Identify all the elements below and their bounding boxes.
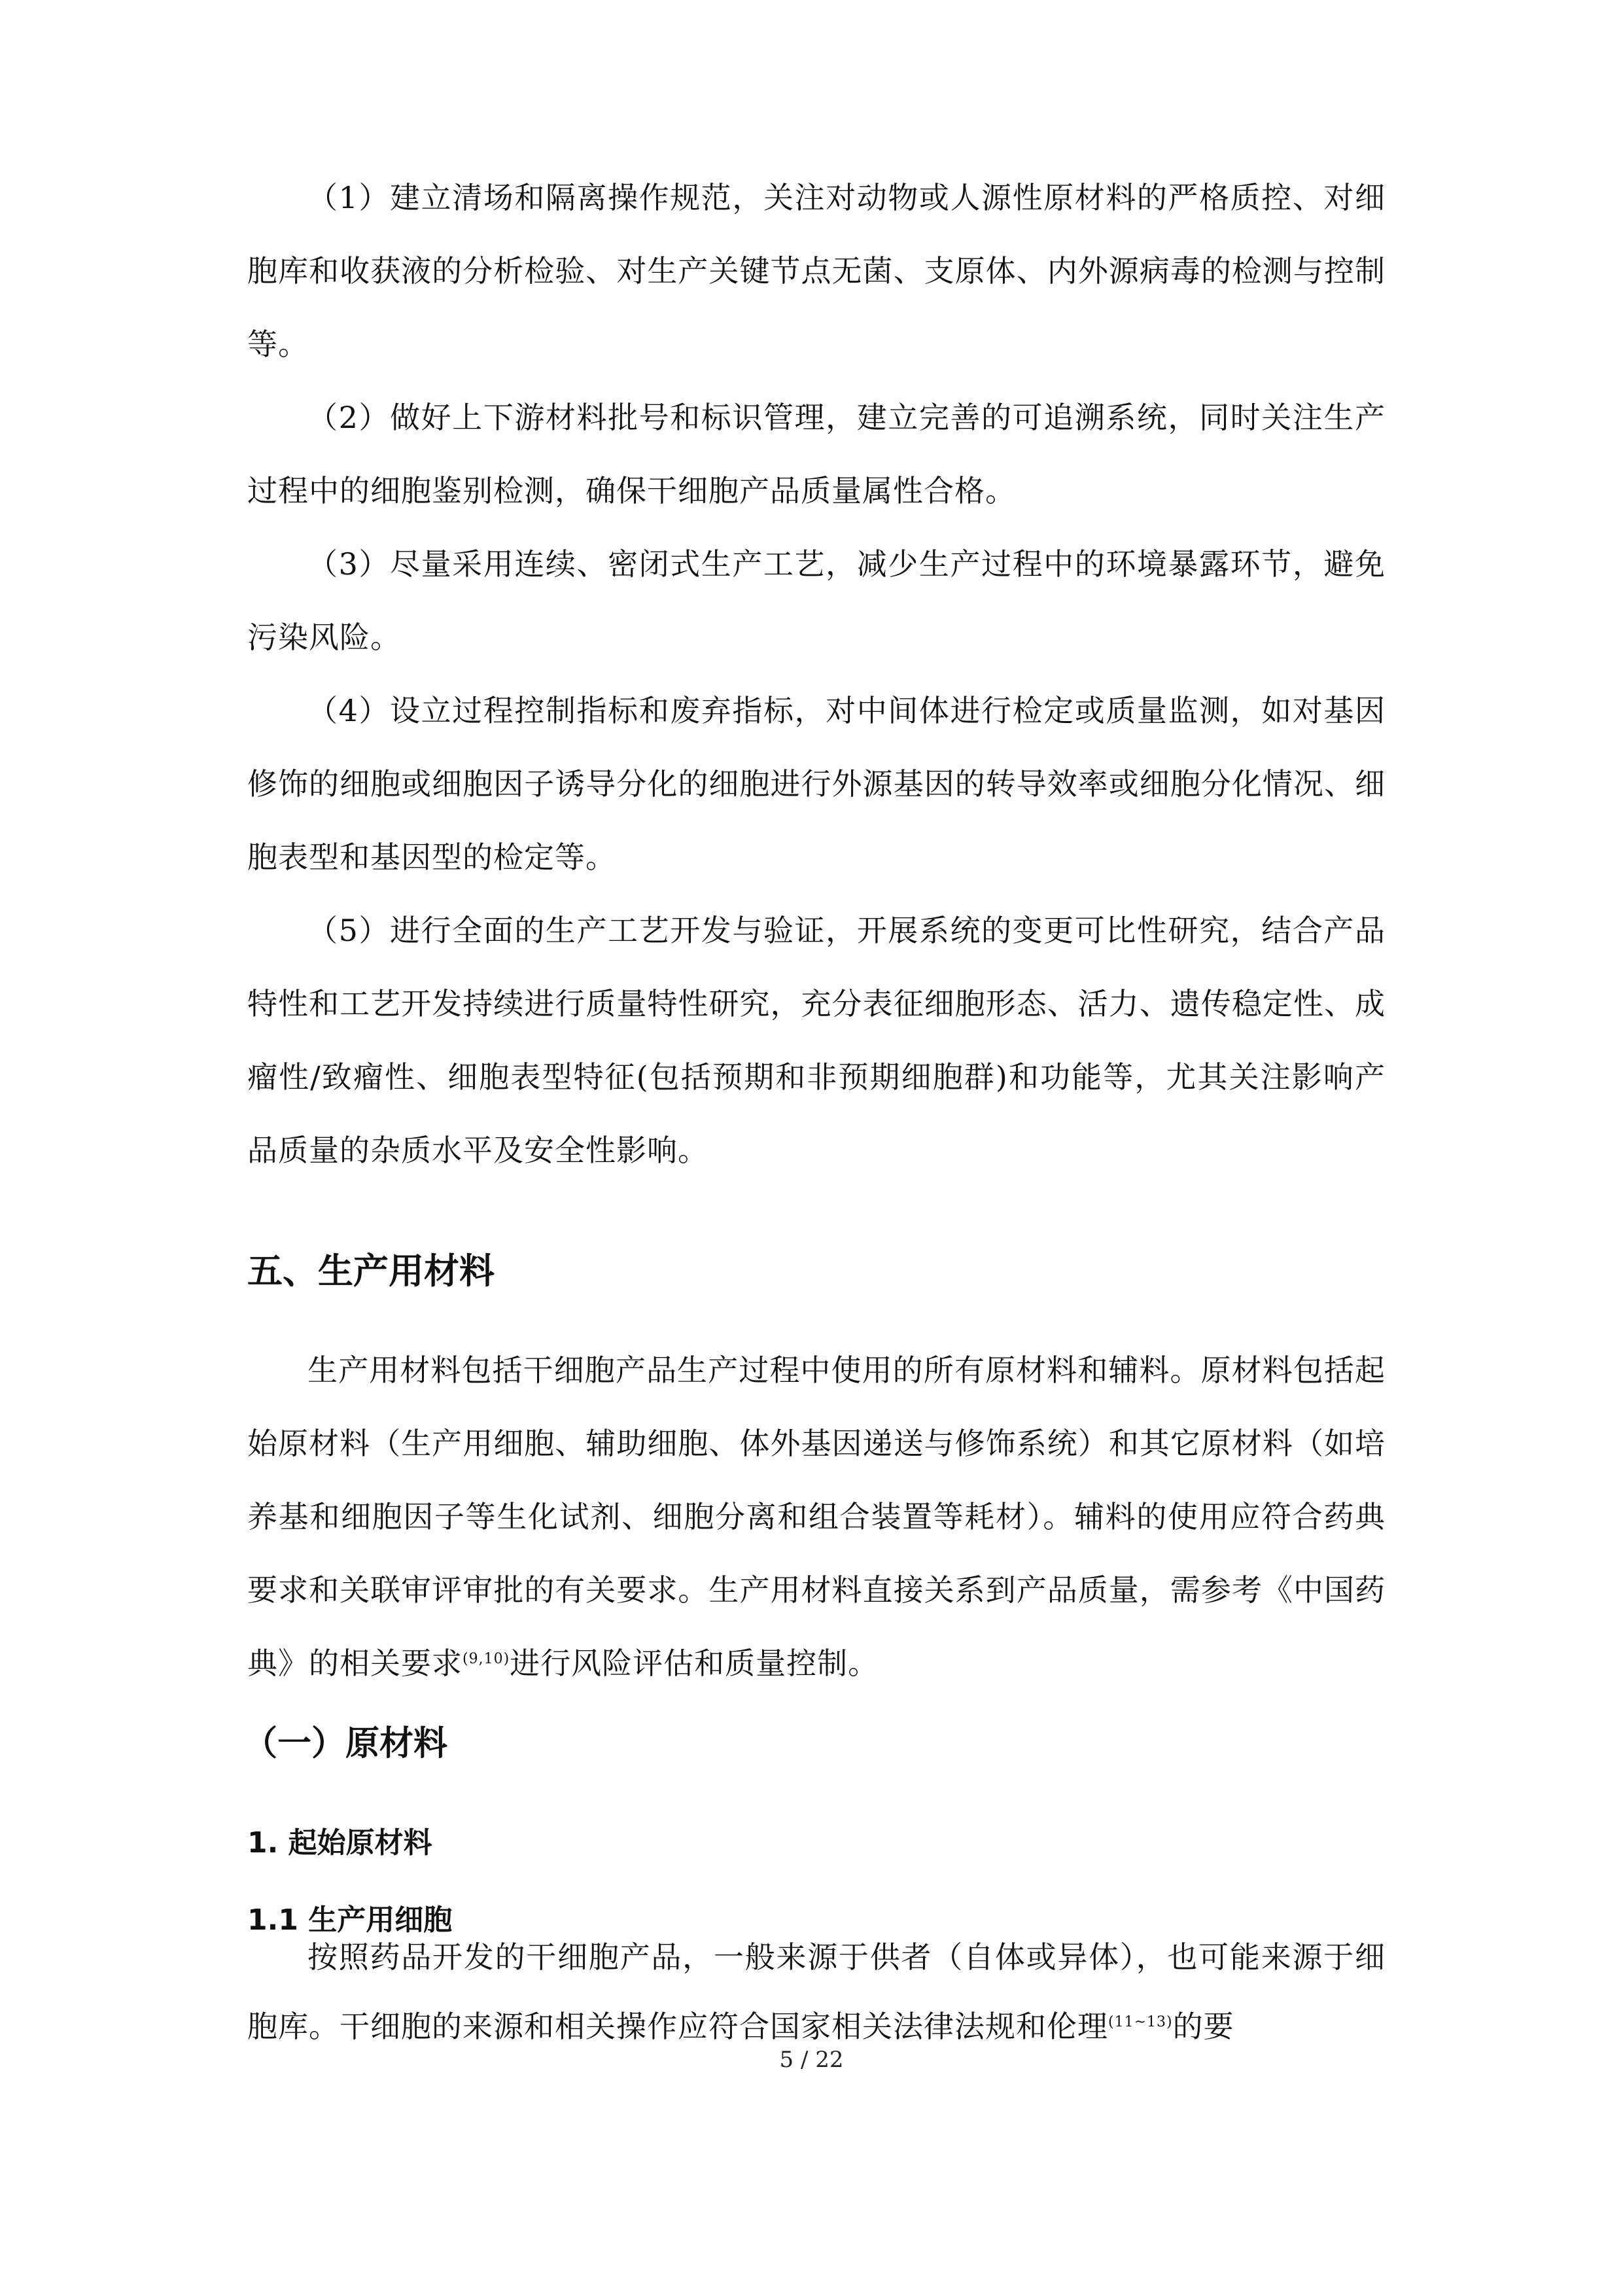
subsection-heading-production-cells: 1.1 生产用细胞: [247, 1903, 453, 1937]
paragraph-materials-text-end: 进行风险评估和质量控制。: [510, 1646, 879, 1681]
subsection-heading-raw-materials: （一）原材料: [243, 1724, 448, 1763]
subsection-heading-starting-materials: 1. 起始原材料: [247, 1826, 432, 1860]
paragraph-production-cells: [247, 1922, 1386, 2061]
paragraph-item-4: （4）设立过程控制指标和废弃指标，对中间体进行检定或质量监测，如对基因修饰的细胞或细胞因子诱导分化的细胞进行外源基因的转导效率或细胞分化情况、细胞表型和基因型的检定等。: [247, 693, 1386, 875]
citation-ref: (11~13): [1108, 2014, 1173, 2030]
paragraph-production-cells-text-end: 的要: [1172, 2009, 1234, 2044]
paragraph-item-5: （5）进行全面的生产工艺开发与验证，开展系统的变更可比性研究，结合产品特性和工艺开发持续进行质量特性研究，充分表征细胞形态、活力、遗传稳定性、成瘤性/致瘤性、细胞表型特征(包括预期和非预期细胞群)和功能等，尤其关注影响产品质量的杂质水平及安全性影响。: [247, 913, 1386, 1168]
paragraph-item-1: （1）建立清场和隔离操作规范，关注对动物或人源性原材料的严格质控、对细胞库和收获液的分析检验、对生产关键节点无菌、支原体、内外源病毒的检测与控制等。: [247, 180, 1386, 362]
citation-ref: (9,10): [462, 1651, 510, 1667]
paragraph-materials-text: 生产用材料包括干细胞产品生产过程中使用的所有原材料和辅料。原材料包括起始原材料（生产用细胞、辅助细胞、体外基因递送与修饰系统）和其它原材料（如培养基和细胞因子等生化试剂、细胞分离和组合装置等耗材）。辅料的使用应符合药典要求和关联审评审批的有关要求。生产用材料直接关系到产品质量，需参考《中国药典》的相关要求: [247, 1352, 1386, 1681]
paragraph-materials: [247, 1333, 1386, 1700]
paragraph-item-2: （2）做好上下游材料批号和标识管理，建立完善的可追溯系统，同时关注生产过程中的细胞鉴别检测，确保干细胞产品质量属性合格。: [247, 400, 1386, 508]
page-number: 5 / 22: [779, 2047, 844, 2073]
section-heading-materials: 五、生产用材料: [247, 1250, 495, 1292]
paragraph-item-3: （3）尽量采用连续、密闭式生产工艺，减少生产过程中的环境暴露环节，避免污染风险。: [247, 546, 1386, 655]
paragraph-production-cells-text: 按照药品开发的干细胞产品，一般来源于供者（自体或异体），也可能来源于细胞库。干细胞的来源和相关操作应符合国家相关法律法规和伦理: [247, 1939, 1386, 2044]
